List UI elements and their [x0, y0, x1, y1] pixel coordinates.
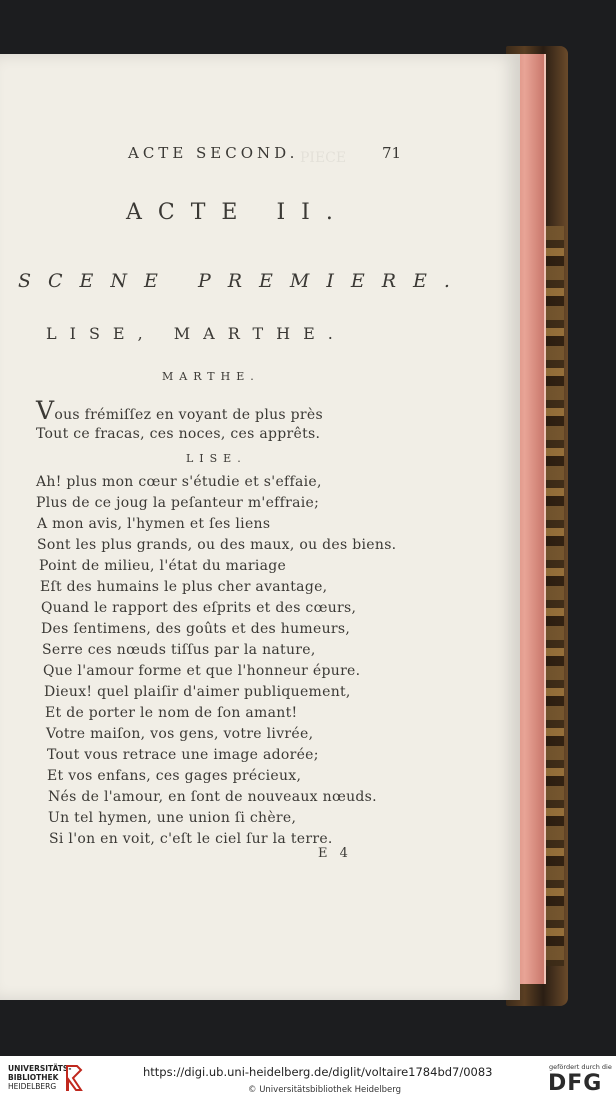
verse-line: Et de porter le nom de ſon amant!: [45, 705, 298, 721]
verse-line: Ah! plus mon cœur s'étudie et s'effaie,: [36, 474, 322, 490]
verse-line: Des ſentimens, des goûts et des humeurs,: [41, 621, 351, 637]
permalink-url[interactable]: https://digi.ub.uni-heidelberg.de/diglit/voltaire1784bd7/0083: [143, 1065, 493, 1079]
funding-note: gefördert durch die: [549, 1063, 612, 1071]
verse-line: Tout vous retrace une image adorée;: [47, 747, 319, 763]
verse-line: Si l'on en voit, c'eſt le ciel ſur la terre.: [49, 831, 333, 847]
copyright-notice: © Universitätsbibliothek Heidelberg: [248, 1085, 402, 1095]
characters-line: LISE, MARTHE.: [46, 324, 346, 343]
verse-line: [36, 398, 323, 423]
speaker-label: LISE.: [186, 452, 247, 465]
verse-line: Sont les plus grands, ou des maux, ou des biens.: [37, 537, 397, 553]
verse-line: Nés de l'amour, en ſont de nouveaux nœuds.: [48, 789, 377, 805]
verse-line: Plus de ce joug la peſanteur m'effraie;: [36, 495, 320, 511]
verse-line: Un tel hymen, une union ſi chère,: [48, 810, 297, 826]
verse-line: Et vos enfans, ces gages précieux,: [47, 768, 302, 784]
scene-title: SCENE PREMIERE.: [18, 270, 467, 292]
verse-line: Tout ce fracas, ces noces, ces apprêts.: [36, 426, 321, 442]
act-title: ACTE II.: [126, 200, 349, 225]
verse-line: Dieux! quel plaiſir d'aimer publiquement,: [44, 684, 351, 700]
page-number: 71: [382, 144, 402, 162]
verse-line: Votre maiſon, vos gens, votre livrée,: [46, 726, 314, 742]
footer-bar: [0, 1056, 616, 1101]
verse-line: Que l'amour forme et que l'honneur épure.: [43, 663, 361, 679]
drop-cap: V: [36, 396, 55, 425]
verse-line: Serre ces nœuds tiſſus par la nature,: [42, 642, 316, 658]
speaker-label: MARTHE.: [162, 370, 260, 383]
signature-mark: E 4: [318, 846, 352, 861]
verse-line: A mon avis, l'hymen et ſes liens: [37, 516, 271, 532]
book-page: PIECE ACTE SECOND. 71 ACTE II. SCENE PREMIERE. LISE, MARTHE. MARTHE. Vous frémiſſez en voyant de plus près Tout ce fracas, ces noces, ces apprêts. LISE. Ah! plus mon cœur s'étudie et s'effaie, Plus de ce joug la peſanteur m'effraie; A mon avis, l'hymen et ſes liens Sont les plus grands, ou des maux, ou des biens. Point de milieu, l'état du mariage Eſt des humains le plus cher avantage, Quand le rapport des eſprits et des cœurs, Des ſentimens, des goûts et des humeurs, Serre ces nœuds tiſſus par la nature, Que l'amour forme et que l'honneur épure. Dieux! quel plaiſir d'aimer publiquement, Et de porter le nom de ſon amant! Votre maiſon, vos gens, votre livrée, Tout vous retrace une image adorée; Et vos enfans, ces gages précieux, Nés de l'amour, en ſont de nouveaux nœuds. Un tel hymen, une union ſi chère, Si l'on en voit, c'eſt le ciel ſur la terre. E 4: [0, 54, 520, 1000]
verse-line: Quand le rapport des eſprits et des cœurs,: [41, 600, 357, 616]
verse-line: Point de milieu, l'état du mariage: [39, 558, 287, 574]
university-seal-icon: [64, 1063, 84, 1093]
institution-logo-text: UNIVERSITÄTS- BIBLIOTHEK HEIDELBERG: [8, 1064, 72, 1091]
running-head: ACTE SECOND.: [128, 144, 299, 162]
verse-line: Eſt des humains le plus cher avantage,: [40, 579, 328, 595]
dfg-logo: DFG: [548, 1071, 603, 1096]
verse-line-rest: ous frémiſſez en voyant de plus près: [54, 407, 323, 423]
